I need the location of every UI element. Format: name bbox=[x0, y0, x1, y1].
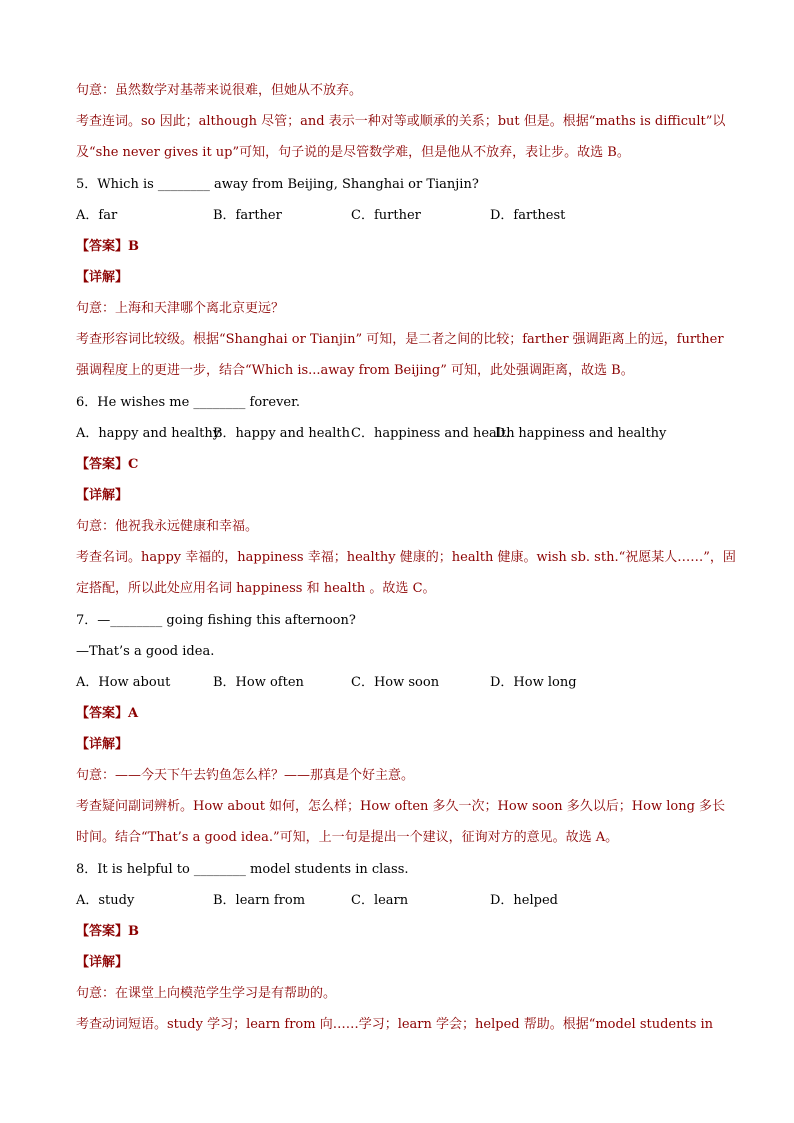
q8-question: 8．It is helpful to ________ model students in class. bbox=[76, 862, 409, 877]
q6-options bbox=[76, 425, 724, 443]
q6-option-b: B．happy and health bbox=[213, 426, 350, 441]
q8-option-c: C．learn bbox=[351, 893, 409, 908]
q5-detail-heading: 【详解】 bbox=[76, 270, 129, 285]
q8-meaning: 句意：在课堂上向模范学生学习是有帮助的。 bbox=[76, 986, 337, 1001]
prev-analysis-line1: 考查连词。so 因此；although 尽管；and 表示一种对等或顺承的关系；but 但是。根据“maths is difficult”以 bbox=[76, 114, 726, 129]
q8-analysis-line1: 考查动词短语。study 学习；learn from 向……学习；learn 学会；helped 帮助。根据“model students in bbox=[76, 1017, 714, 1032]
q8-option-a: A．study bbox=[76, 893, 135, 908]
q7-question: 7．—________ going fishing this afternoon? bbox=[76, 613, 356, 628]
q7-analysis-line2: 时间。结合“That’s a good idea.”可知，上一句是提出一个建议，征询对方的意见。故选 A。 bbox=[76, 830, 619, 845]
q5-analysis-line1: 考查形容词比较级。根据“Shanghai or Tianjin” 可知，是二者之间的比较；farther 强调距离上的远，further bbox=[76, 332, 724, 347]
q7-question-line2: —That’s a good idea. bbox=[76, 644, 215, 659]
q6-meaning: 句意：他祝我永远健康和幸福。 bbox=[76, 519, 259, 534]
q5-question: 5．Which is ________ away from Beijing, Shanghai or Tianjin? bbox=[76, 177, 479, 192]
q6-answer: 【答案】C bbox=[76, 457, 139, 472]
q5-analysis-line2: 强调程度上的更进一步，结合“Which is...away from Beijing” 可知，此处强调距离，故选 B。 bbox=[76, 363, 634, 378]
q8-option-d: D．helped bbox=[490, 893, 558, 908]
q8-detail-heading: 【详解】 bbox=[76, 955, 129, 970]
prev-analysis-line2: 及“she never gives it up”可知，句子说的是尽管数学难，但是他从不放弃，表让步。故选 B。 bbox=[76, 145, 630, 160]
q7-option-a: A．How about bbox=[76, 675, 171, 690]
q5-option-a: A．far bbox=[76, 208, 118, 223]
q7-meaning: 句意：——今天下午去钓鱼怎么样？——那真是个好主意。 bbox=[76, 768, 415, 783]
q6-option-d: D．happiness and healthy bbox=[495, 426, 667, 441]
q6-question: 6．He wishes me ________ forever. bbox=[76, 395, 301, 410]
q6-analysis-line1: 考查名词。happy 幸福的，happiness 幸福；healthy 健康的；health 健康。wish sb. sth.“祝愿某人……”，固 bbox=[76, 550, 736, 565]
q6-option-a: A．happy and healthy bbox=[76, 426, 221, 441]
q5-option-b: B．farther bbox=[213, 208, 282, 223]
q5-option-c: C．further bbox=[351, 208, 421, 223]
q7-answer: 【答案】A bbox=[76, 706, 139, 721]
q7-detail-heading: 【详解】 bbox=[76, 737, 129, 752]
q7-option-b: B．How often bbox=[213, 675, 304, 690]
q6-option-c: C．happiness and health bbox=[351, 426, 515, 441]
q7-option-c: C．How soon bbox=[351, 675, 440, 690]
q7-options bbox=[76, 674, 724, 692]
q5-option-d: D．farthest bbox=[490, 208, 566, 223]
q8-option-b: B．learn from bbox=[213, 893, 306, 908]
q5-answer: 【答案】B bbox=[76, 239, 139, 254]
q5-meaning: 句意：上海和天津哪个离北京更远？ bbox=[76, 301, 285, 316]
q8-options bbox=[76, 892, 724, 910]
q6-analysis-line2: 定搭配，所以此处应用名词 happiness 和 health 。故选 C。 bbox=[76, 581, 436, 596]
prev-meaning: 句意：虽然数学对基蒂来说很难，但她从不放弃。 bbox=[76, 83, 363, 98]
q7-option-d: D．How long bbox=[490, 675, 577, 690]
q7-analysis-line1: 考查疑问副词辨析。How about 如何，怎么样；How often 多久一次；How soon 多久以后；How long 多长 bbox=[76, 799, 726, 814]
q6-detail-heading: 【详解】 bbox=[76, 488, 129, 503]
q8-answer: 【答案】B bbox=[76, 924, 139, 939]
q5-options bbox=[76, 207, 724, 225]
